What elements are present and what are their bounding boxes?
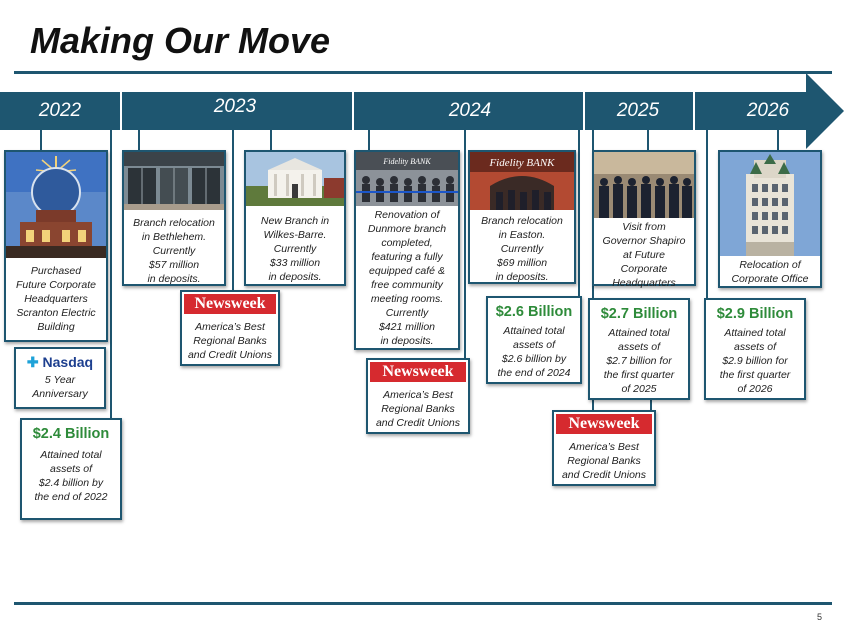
easton-branch-photo [470,152,574,210]
newsweek-line: Regional Banks [381,403,455,415]
scranton-electric-building-photo [6,152,106,258]
caption-line: Corporate [620,263,668,275]
newsweek-card-2024 [366,358,470,434]
shapiro-card [592,150,696,289]
caption-line: Currently [273,243,317,255]
easton-card [468,150,576,284]
nasdaq-line: Anniversary [32,388,88,400]
connector [578,130,580,298]
wilkes-barre-branch-photo [246,152,344,206]
assets-line: the first quarter [719,369,791,381]
assets-line: of 2025 [621,383,657,395]
assets-line: $2.4 billion by [38,477,104,489]
assets-line: $2.7 billion for [606,355,672,367]
newsweek-line: America’s Best [569,441,639,453]
caption-line: in deposits. [147,273,201,285]
assets-line: assets of [733,341,777,353]
caption-line: in Easton. [498,229,546,241]
wilkes-barre-card [244,150,346,286]
caption-line: Currently [385,307,429,319]
assets-amount: $2.6 Billion [495,304,573,320]
caption-line: meeting rooms. [370,293,444,305]
year-separator [120,92,122,130]
corporate-office-building-photo [720,152,820,256]
caption-line: $57 million [148,259,200,271]
assets-line: $2.9 billion for [722,355,788,367]
connector [706,130,708,300]
caption-line: Corporate Office [731,273,809,285]
easton-caption [470,214,574,284]
newsweek-line: America’s Best [383,389,453,401]
connector [647,130,649,152]
fidelity-sign: Fidelity BANK [383,157,431,166]
governor-visit-photo [594,152,694,218]
dunmore-card [354,150,460,350]
page-title: Making Our Move [30,20,331,61]
connector [368,130,370,152]
caption-line: Future Corporate [16,279,96,291]
year-2022: 2022 [38,100,82,121]
nasdaq-logo-text: Nasdaq [42,354,94,370]
newsweek-line: and Credit Unions [187,349,273,361]
year-2024: 2024 [448,100,492,121]
hq-card [4,150,108,342]
assets-amount: $2.9 Billion [716,306,794,322]
newsweek-line: Regional Banks [567,455,641,467]
newsweek-line: and Credit Unions [375,417,461,429]
caption-line: Scranton Electric [16,307,96,319]
fidelity-sign: Fidelity BANK [489,157,555,169]
bethlehem-caption [124,216,224,286]
caption-line: in deposits. [380,335,434,347]
assets-line: Attained total [40,449,102,461]
assets-amount: $2.4 Billion [32,426,110,442]
year-separator [583,92,585,130]
page-number: 5 [816,612,822,622]
connector [138,130,140,152]
newsweek-logo: Newsweek [184,294,276,314]
connector [110,130,112,420]
assets-line: of 2026 [737,383,773,395]
caption-line: Renovation of [374,209,440,221]
nasdaq-mark-icon: ✚ [26,354,39,370]
caption-line: Currently [152,245,196,257]
caption-line: in deposits. [495,271,549,283]
assets-amount: $2.7 Billion [600,306,678,322]
assets-line: Attained total [724,327,786,339]
bottom-rule [14,602,832,605]
top-rule [14,71,832,74]
dunmore-ribbon-cutting-photo [356,152,458,206]
nasdaq-logo [16,354,104,371]
caption-line: Purchased [30,265,82,277]
caption-line: in Bethlehem. [141,231,207,243]
assets-line: Attained total [608,327,670,339]
assets-card-2022 [20,418,122,520]
newsweek-card-2025 [552,410,656,486]
caption-line: Visit from [622,221,666,233]
caption-line: Building [37,321,75,333]
assets-line: assets of [617,341,661,353]
wilkes-barre-caption [246,214,344,284]
newsweek-line: America’s Best [195,321,265,333]
assets-line: the end of 2022 [34,491,108,503]
assets-card-2024 [486,296,582,384]
year-2026: 2026 [746,100,790,121]
year-separator [693,92,695,130]
caption-line: Governor Shapiro [602,235,686,247]
caption-line: completed, [381,237,433,249]
relocation-card [718,150,822,288]
assets-line: assets of [512,339,556,351]
dunmore-caption [356,208,458,348]
newsweek-card-2023 [180,290,280,366]
caption-line: free community [371,279,443,291]
connector [777,130,779,152]
caption-line: Headquarters [24,293,88,305]
nasdaq-card [14,347,106,409]
newsweek-logo: Newsweek [370,362,466,382]
year-2025: 2025 [616,100,660,121]
assets-line: $2.6 billion by [501,353,567,365]
nasdaq-line: 5 Year [44,374,76,386]
caption-line: $69 million [496,257,548,269]
year-2023: 2023 [213,96,257,117]
caption-line: Headquarters [612,277,676,289]
caption-line: Dunmore branch [367,223,447,235]
caption-line: in deposits. [268,271,322,283]
timeline-arrow [806,73,844,149]
caption-line: featuring a fully [371,251,443,263]
caption-line: Relocation of [739,259,801,271]
assets-line: Attained total [503,325,565,337]
newsweek-line: and Credit Unions [561,469,647,481]
caption-line: Currently [500,243,544,255]
caption-line: $33 million [269,257,321,269]
bethlehem-branch-photo [124,152,224,210]
connector [270,130,272,152]
connector [40,130,42,152]
bethlehem-card [122,150,226,286]
hq-caption [6,264,106,334]
assets-line: the first quarter [603,369,675,381]
assets-line: assets of [49,463,93,475]
caption-line: at Future [622,249,666,261]
connector [232,130,234,292]
caption-line: Branch relocation [481,215,563,227]
caption-line: equipped café & [369,265,445,277]
assets-card-2026 [704,298,806,400]
newsweek-logo: Newsweek [556,414,652,434]
year-separator [352,92,354,130]
assets-line: the end of 2024 [497,367,571,379]
assets-card-2025 [588,298,690,400]
caption-line: New Branch in [260,215,330,227]
relocation-caption [720,258,820,286]
shapiro-caption [594,220,694,290]
caption-line: Wilkes-Barre. [263,229,327,241]
caption-line: Branch relocation [133,217,215,229]
newsweek-line: Regional Banks [193,335,267,347]
connector [464,130,466,360]
caption-line: $421 million [378,321,436,333]
